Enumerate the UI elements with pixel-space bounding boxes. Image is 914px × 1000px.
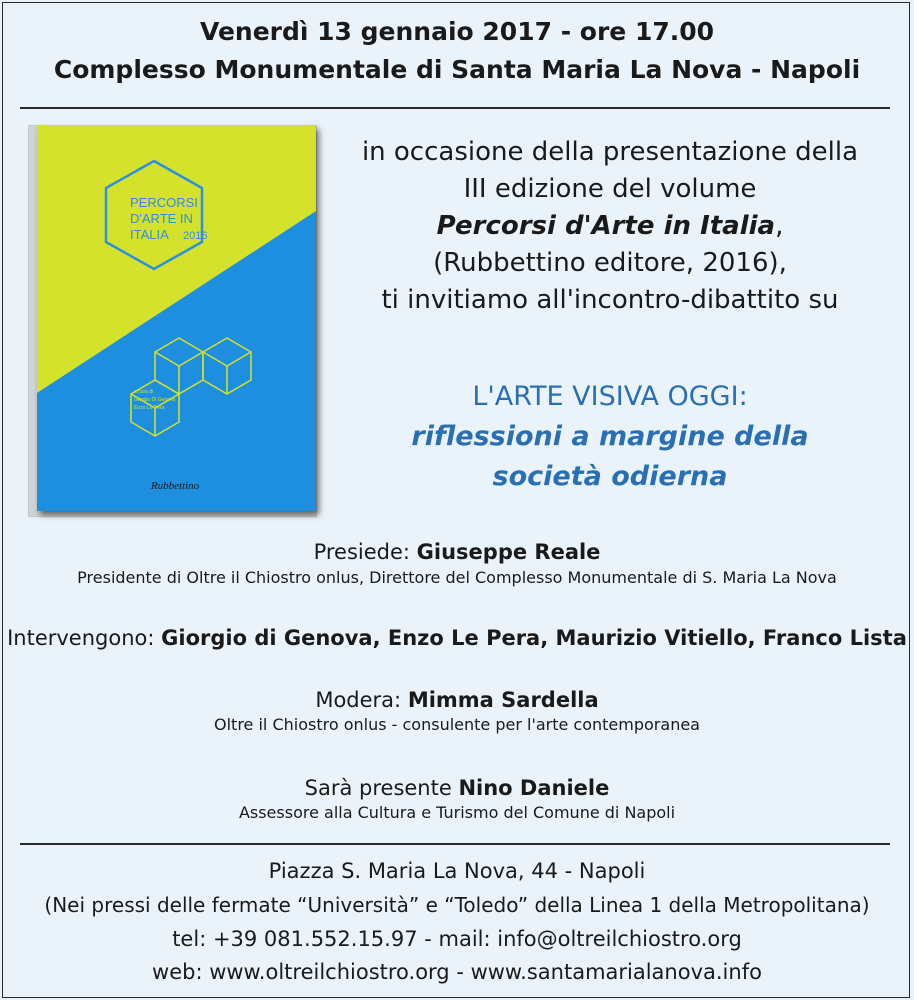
topic-heading: L'ARTE VISIVA OGGI: <box>472 381 748 412</box>
book-title-year: 2016 <box>183 230 208 242</box>
topic-subtitle-1: riflessioni a margine della <box>411 421 809 452</box>
footer-address: Piazza S. Maria La Nova, 44 - Napoli <box>268 859 646 883</box>
chair-role: Presidente di Oltre il Chiostro onlus, Direttore del Complesso Monumentale di S. Maria La Nova <box>77 568 837 587</box>
volume-title-comma: , <box>775 211 784 241</box>
curator-line-3: Enzo Le Pera <box>134 405 165 411</box>
speakers-names: Giorgio di Genova, Enzo Le Pera, Maurizio Vitiello, Franco Lista <box>161 626 907 650</box>
speakers-line <box>0 625 914 652</box>
guest-line <box>0 775 914 802</box>
moderator-line <box>0 687 914 714</box>
event-venue: Complesso Monumentale di Santa Maria La Nova - Napoli <box>53 55 861 84</box>
curator-line-2: Giorgio Di Genova <box>134 397 176 403</box>
curator-line-1: a cura di <box>134 389 154 395</box>
guest-role: Assessore alla Cultura e Turismo del Comune di Napoli <box>238 803 676 822</box>
moderator-label: Modera: <box>315 688 408 712</box>
chair-line <box>0 539 914 566</box>
volume-title-line <box>330 208 890 245</box>
volume-title: Percorsi d'Arte in Italia <box>436 211 776 241</box>
book-publisher: Rubbettino <box>150 480 200 492</box>
bottom-divider <box>20 843 890 845</box>
intro-line-5: ti invitiamo all'incontro-dibattito su <box>381 285 839 315</box>
guest-name: Nino Daniele <box>458 776 610 800</box>
chair-name: Giuseppe Reale <box>416 540 601 564</box>
footer-contacts: tel: +39 081.552.15.97 - mail: info@oltreilchiostro.org <box>172 927 742 951</box>
event-date-time: Venerdì 13 gennaio 2017 - ore 17.00 <box>199 17 715 46</box>
book-cover <box>37 125 316 511</box>
book-title-line-3: ITALIA <box>130 227 169 242</box>
moderator-role: Oltre il Chiostro onlus - consulente per l'arte contemporanea <box>214 715 700 734</box>
intro-line-1: in occasione della presentazione della <box>361 137 859 167</box>
footer-web: web: www.oltreilchiostro.org - www.santamarialanova.info <box>152 960 762 984</box>
intro-block <box>330 134 890 319</box>
footer-directions: (Nei pressi delle fermate “Università” e “Toledo” della Linea 1 della Metropolitana) <box>44 893 870 917</box>
book-title-line-1: PERCORSI <box>130 195 198 210</box>
intro-line-4: (Rubbettino editore, 2016), <box>433 248 787 278</box>
chair-label: Presiede: <box>313 540 417 564</box>
topic-block <box>330 377 890 497</box>
topic-subtitle-2: società odierna <box>492 461 728 492</box>
moderator-name: Mimma Sardella <box>407 688 599 712</box>
guest-label: Sarà presente <box>304 776 459 800</box>
speakers-label: Intervengono: <box>7 626 162 650</box>
intro-line-2: III edizione del volume <box>463 174 757 204</box>
top-divider <box>20 107 890 109</box>
book-title-line-2: D'ARTE IN <box>130 211 193 226</box>
